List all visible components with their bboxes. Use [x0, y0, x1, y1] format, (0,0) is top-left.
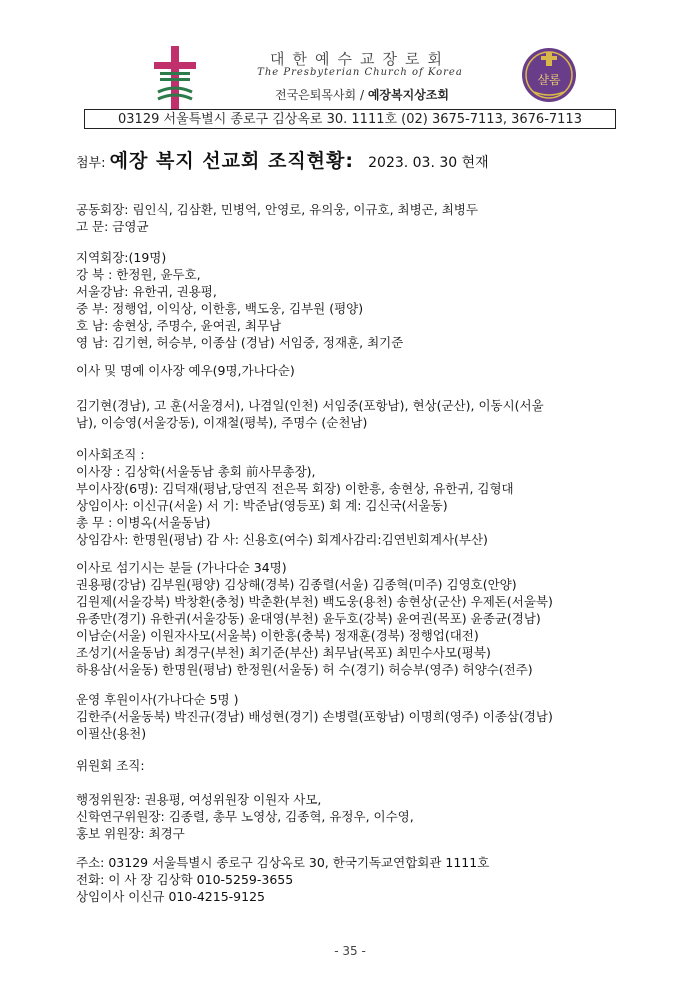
text-line: 행정위원장: 권용평, 여성위원장 이원자 사모,	[76, 792, 322, 807]
org-english-name: The Presbyterian Church of Korea	[257, 67, 463, 78]
text-line: 상임이사: 이신규(서울) 서 기: 박준남(영등포) 회 계: 김신국(서울동)	[76, 498, 448, 513]
text-line: 호 남: 송현상, 주명수, 윤여권, 최무남	[76, 318, 282, 333]
title-main: 예장 복지 선교회 조직현황:	[109, 150, 354, 172]
address-line: 주소: 03129 서울특별시 종로구 김상옥로 30, 한국기독교연합회관 1111호	[76, 855, 490, 870]
text-line: 중 부: 정행업, 이익상, 이한흥, 백도웅, 김부원 (평양)	[76, 301, 364, 316]
text-line: 지역회장:(19명)	[76, 250, 167, 265]
seal-text: 샬롬	[537, 73, 561, 87]
text-line: 상임감사: 한명원(평남) 감 사: 신용호(여수) 회계사감리:김연빈회계사(부산)	[76, 532, 488, 547]
section-heading: 이사 및 명예 이사장 예우(9명,가나다순)	[76, 363, 295, 378]
text-line: 이필산(용천)	[76, 726, 147, 741]
org-subtitle	[212, 86, 512, 103]
section-heading: 이사로 섬기시는 분들 (가나다순 34명)	[76, 560, 287, 575]
text-line: 김원제(서울강북) 박창환(충청) 박춘환(부천) 백도웅(용천) 송현상(군산) 우제돈(서울북)	[76, 594, 553, 609]
text-line: 영 남: 김기현, 허승부, 이종삼 (경남) 서임중, 정재훈, 최기준	[76, 335, 404, 350]
section-heading: 이사회조직 :	[76, 447, 145, 462]
text-line: 남), 이승영(서울강동), 이재철(평북), 주명수 (순천남)	[76, 415, 368, 430]
text-line: 고 문: 금영균	[76, 219, 149, 234]
text-line: 부이사장(6명): 김덕재(평남,당연직 전은목 회장) 이한흥, 송현상, 유한귀, 김형대	[76, 481, 514, 496]
presbyterian-cross-logo	[150, 44, 200, 112]
org-name: 대한예수교장로회	[270, 50, 450, 68]
text-line: 공동회장: 림인식, 김삼환, 민병억, 안영로, 유의웅, 이규호, 최병곤, 최병두	[76, 202, 478, 217]
org-subtitle-left: 전국은퇴목사회 /	[275, 88, 365, 102]
section-heading: 운영 후원이사(가나다순 5명 )	[76, 692, 239, 707]
text-line: 김한주(서울동북) 박진규(경남) 배성현(경기) 손병렬(포항남) 이명희(영주) 이종삼(경남)	[76, 709, 553, 724]
org-subtitle-right: 예장복지상조회	[367, 88, 449, 102]
phone-line: 전화: 이 사 장 김상학 010-5259-3655	[76, 872, 294, 887]
page-title	[76, 146, 489, 173]
text-line: 유종만(경기) 유한귀(서울강동) 윤대영(부천) 윤두호(강북) 윤여권(목포) 윤종균(경남)	[76, 611, 541, 626]
phone-line: 상임이사 이신규 010-4215-9125	[76, 889, 265, 904]
text-line: 서울강남: 유한귀, 권용평,	[76, 284, 217, 299]
text-line: 강 북 : 한정원, 윤두호,	[76, 267, 201, 282]
text-line: 조성기(서울동남) 최경구(부천) 최기준(부산) 최무남(목포) 최민수사모(평북)	[76, 645, 491, 660]
title-prefix: 첨부:	[76, 156, 106, 171]
text-line: 이남순(서울) 이원자사모(서울북) 이한흥(충북) 정재훈(경북) 정행업(대전)	[76, 628, 479, 643]
title-date: 2023. 03. 30 현재	[368, 155, 489, 171]
text-line: 권용평(강남) 김부원(평양) 김상해(경북) 김종렬(서울) 김종혁(미주) 김영호(안양)	[76, 577, 517, 592]
text-line: 총 무 : 이병옥(서울동남)	[76, 515, 211, 530]
text-line: 신학연구위원장: 김종렬, 총무 노영상, 김종혁, 유정우, 이수영,	[76, 809, 414, 824]
text-line: 김기현(경남), 고 훈(서울경서), 나겸일(인천) 서임중(포항남), 현상(군산), 이동시(서울	[76, 398, 544, 413]
text-line: 하용삼(서울동) 한명원(평남) 한정원(서울동) 허 수(경기) 허승부(영주) 허양수(전주)	[76, 662, 533, 677]
shalom-seal-logo	[520, 46, 578, 104]
text-line: 이사장 : 김상학(서울동남 총회 前사무총장),	[76, 464, 316, 479]
page-number: - 35 -	[334, 944, 366, 958]
header-address-box: 03129 서울특별시 종로구 김상옥로 30. 1111호 (02) 3675-7113, 3676-7113	[84, 109, 616, 129]
text-line: 홍보 위원장: 최경구	[76, 826, 185, 841]
section-heading: 위원회 조직:	[76, 758, 145, 773]
